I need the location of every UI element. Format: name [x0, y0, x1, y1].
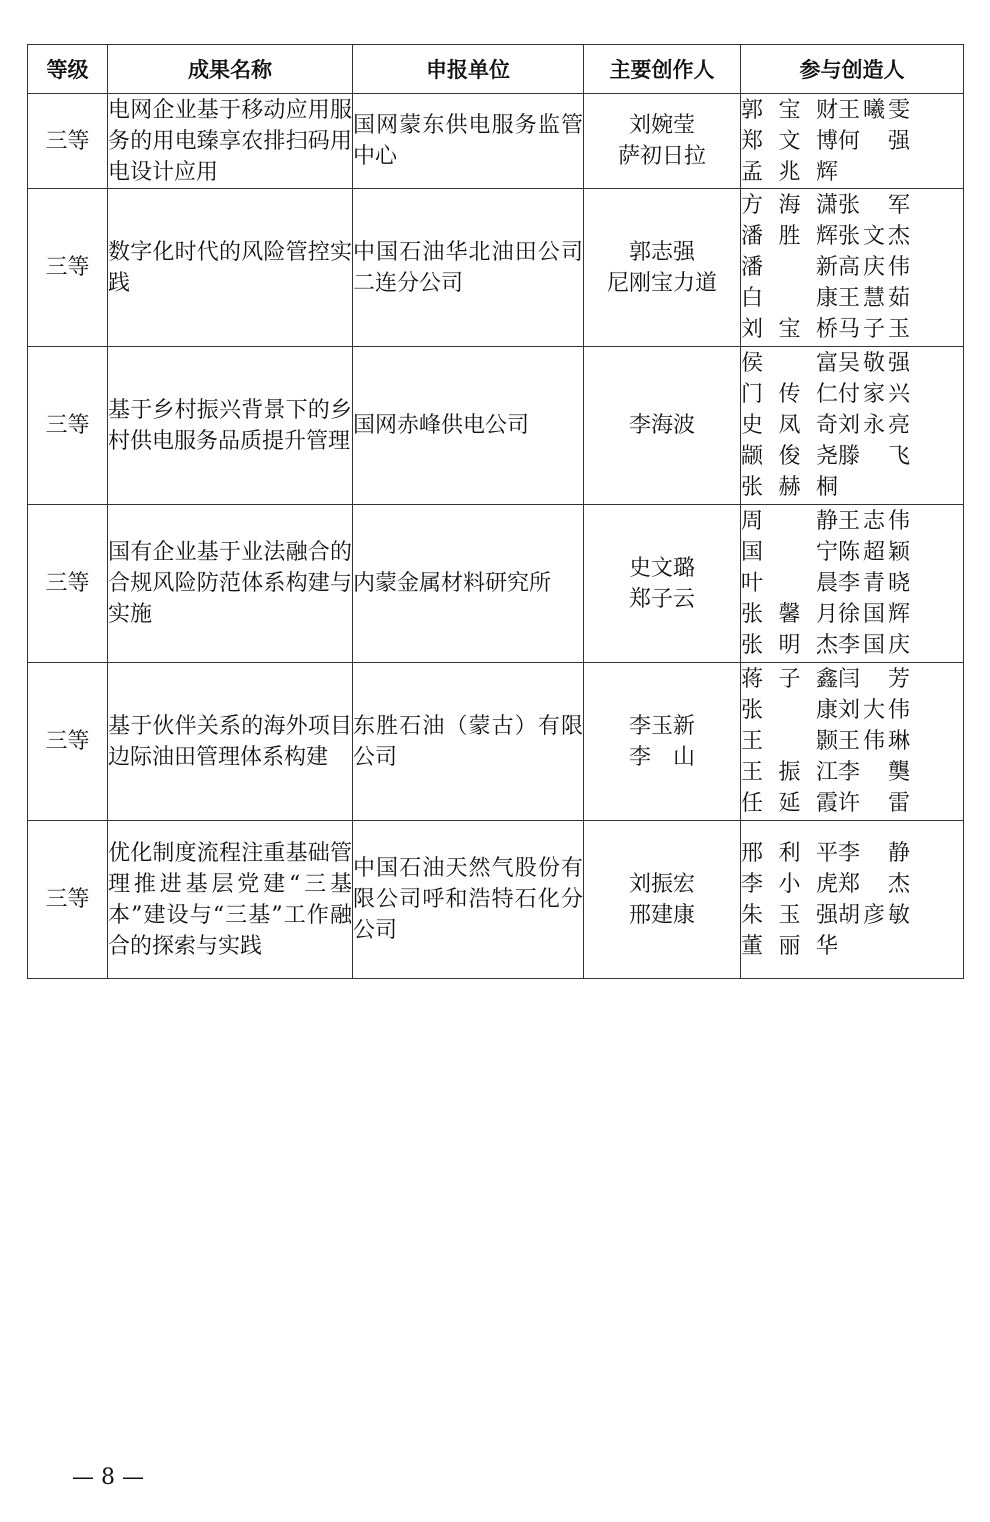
participant-name: 邢利平 — [741, 840, 838, 866]
participant-name: 李 龑 — [838, 760, 910, 785]
main-creators — [584, 189, 741, 347]
participant-name — [838, 472, 910, 503]
participant-line — [741, 348, 963, 379]
participant-line — [741, 283, 963, 314]
achievement-name: 基于伙伴关系的海外项目边际油田管理体系构建 — [108, 663, 353, 821]
participant-line — [741, 630, 963, 661]
page-number: — 8 — — [72, 1465, 144, 1490]
main-creator-name: 郭志强 — [628, 239, 695, 265]
participant-name: 颛俊尧 — [741, 444, 838, 469]
award-level: 三等 — [28, 821, 108, 979]
participant-name: 孟兆辉 — [741, 159, 838, 185]
participant-name — [838, 157, 910, 188]
participant-name: 蒋子鑫 — [741, 667, 838, 692]
main-creators — [584, 94, 741, 189]
award-level: 三等 — [28, 347, 108, 505]
participant-line — [741, 664, 963, 695]
table-row — [28, 94, 964, 189]
achievement-name: 数字化时代的风险管控实践 — [108, 189, 353, 347]
achievement-name: 优化制度流程注重基础管理推进基层党建“三基本”建设与“三基”工作融合的探索与实践 — [108, 821, 353, 979]
participant-name: 何 强 — [838, 128, 910, 154]
participant-name: 王振江 — [741, 760, 838, 785]
participant-line — [741, 314, 963, 345]
participant-name: 李小虎 — [741, 871, 838, 897]
participant-name: 叶 晨 — [741, 571, 838, 596]
main-creators — [584, 821, 741, 979]
participant-name: 王慧茹 — [838, 286, 910, 311]
participant-name: 白 康 — [741, 286, 838, 311]
main-creator-name: 史文璐 — [628, 555, 695, 581]
participant-name: 张文杰 — [838, 224, 910, 249]
main-creator-name: 刘婉莹 — [628, 113, 695, 138]
participant-line — [741, 599, 963, 630]
main-creators — [584, 663, 741, 821]
participant-line — [741, 931, 963, 962]
main-creator-name: 郑子云 — [628, 586, 695, 612]
participant-name: 许 雷 — [838, 791, 910, 816]
main-creator-name: 李玉新 — [628, 713, 695, 739]
participant-line — [741, 441, 963, 472]
participant-line — [741, 900, 963, 931]
participant-name: 张赫桐 — [741, 475, 838, 500]
participant-name — [838, 931, 910, 962]
main-creator-name: 萨初日拉 — [617, 144, 706, 169]
participant-name: 徐国辉 — [838, 602, 910, 627]
participant-line — [741, 568, 963, 599]
participant-name: 董丽华 — [741, 933, 838, 959]
participant-name: 张 康 — [741, 698, 838, 723]
participant-name: 郑文博 — [741, 128, 838, 154]
main-creator-name: 邢建康 — [628, 902, 695, 928]
participant-line — [741, 379, 963, 410]
participant-line — [741, 757, 963, 788]
participant-name: 刘永亮 — [838, 413, 910, 438]
main-creators — [584, 347, 741, 505]
participant-name: 史凤奇 — [741, 413, 838, 438]
reporting-unit: 国网蒙东供电服务监管中心 — [353, 94, 584, 189]
participant-name: 郑 杰 — [838, 871, 910, 897]
participant-line — [741, 726, 963, 757]
header-participants: 参与创造人 — [741, 45, 964, 94]
participant-line — [741, 506, 963, 537]
main-creator-name: 尼刚宝力道 — [606, 270, 717, 296]
reporting-unit: 中国石油华北油田公司二连分公司 — [353, 189, 584, 347]
participant-name: 王曦雯 — [838, 97, 910, 123]
participant-name: 王伟琳 — [838, 729, 910, 754]
participant-line — [741, 869, 963, 900]
participant-name: 侯 富 — [741, 351, 838, 376]
achievement-name: 基于乡村振兴背景下的乡村供电服务品质提升管理 — [108, 347, 353, 505]
participant-name: 胡彦敏 — [838, 902, 910, 928]
achievement-name: 国有企业基于业法融合的合规风险防范体系构建与实施 — [108, 505, 353, 663]
participant-line — [741, 221, 963, 252]
participant-name: 张 军 — [838, 193, 910, 218]
participant-name: 潘胜辉 — [741, 224, 838, 249]
participants — [741, 347, 964, 505]
reporting-unit: 内蒙金属材料研究所 — [353, 505, 584, 663]
participant-name: 李 静 — [838, 840, 910, 866]
participant-name: 张馨月 — [741, 602, 838, 627]
table-row — [28, 505, 964, 663]
award-level: 三等 — [28, 663, 108, 821]
table-row — [28, 663, 964, 821]
participant-name: 陈超颖 — [838, 540, 910, 565]
main-creator-name: 李海波 — [628, 413, 695, 438]
award-level: 三等 — [28, 94, 108, 189]
table-row — [28, 821, 964, 979]
reporting-unit: 东胜石油（蒙古）有限公司 — [353, 663, 584, 821]
participant-line — [741, 838, 963, 869]
award-table — [27, 44, 964, 979]
table-row — [28, 189, 964, 347]
participant-name: 任延霞 — [741, 791, 838, 816]
participant-line — [741, 472, 963, 503]
participant-name: 门传仁 — [741, 382, 838, 407]
participants — [741, 94, 964, 189]
achievement-name: 电网企业基于移动应用服务的用电臻享农排扫码用电设计应用 — [108, 94, 353, 189]
participant-line — [741, 537, 963, 568]
participant-name: 郭宝财 — [741, 97, 838, 123]
participants — [741, 663, 964, 821]
participant-name: 吴敬强 — [838, 351, 910, 376]
header-row — [28, 45, 964, 94]
participant-line — [741, 410, 963, 441]
reporting-unit: 国网赤峰供电公司 — [353, 347, 584, 505]
participant-name: 李青晓 — [838, 571, 910, 596]
reporting-unit: 中国石油天然气股份有限公司呼和浩特石化分公司 — [353, 821, 584, 979]
participants — [741, 505, 964, 663]
participant-line — [741, 695, 963, 726]
participant-name: 付家兴 — [838, 382, 910, 407]
participant-name: 方海潇 — [741, 193, 838, 218]
participant-line — [741, 126, 963, 157]
participant-line — [741, 788, 963, 819]
main-creator-name: 刘振宏 — [628, 871, 695, 897]
participant-name: 王志伟 — [838, 509, 910, 534]
header-unit: 申报单位 — [353, 45, 584, 94]
participant-line — [741, 252, 963, 283]
participant-name: 王 颢 — [741, 729, 838, 754]
header-level: 等级 — [28, 45, 108, 94]
main-creators — [584, 505, 741, 663]
main-creator-name: 李 山 — [628, 744, 695, 770]
participants — [741, 821, 964, 979]
header-main-creators: 主要创作人 — [584, 45, 741, 94]
participant-name: 李国庆 — [838, 633, 910, 658]
participant-name: 刘宝桥 — [741, 317, 838, 342]
table-row — [28, 347, 964, 505]
participant-name: 高庆伟 — [838, 255, 910, 280]
participant-name: 国 宁 — [741, 540, 838, 565]
participant-name: 周 静 — [741, 509, 838, 534]
participant-name: 朱玉强 — [741, 902, 838, 928]
participant-line — [741, 95, 963, 126]
participant-name: 滕 飞 — [838, 444, 910, 469]
header-name: 成果名称 — [108, 45, 353, 94]
participant-line — [741, 157, 963, 188]
participant-name: 马子玉 — [838, 317, 910, 342]
award-level: 三等 — [28, 189, 108, 347]
participant-name: 闫 芳 — [838, 667, 910, 692]
participant-line — [741, 190, 963, 221]
participant-name: 刘大伟 — [838, 698, 910, 723]
participant-name: 张明杰 — [741, 633, 838, 658]
participants — [741, 189, 964, 347]
award-level: 三等 — [28, 505, 108, 663]
participant-name: 潘 新 — [741, 255, 838, 280]
